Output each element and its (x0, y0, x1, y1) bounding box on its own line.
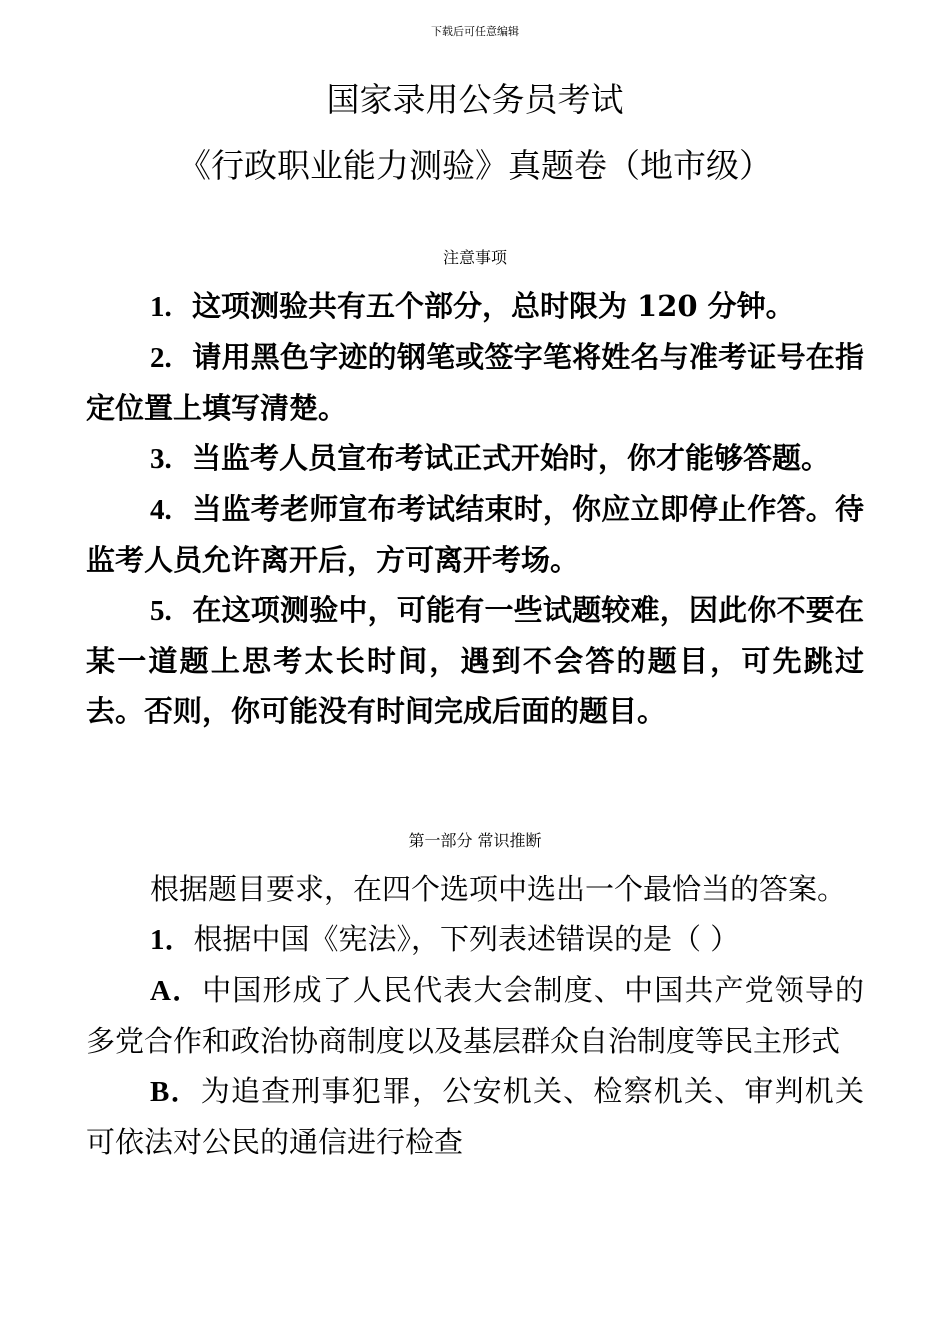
notice-item-2 (86, 332, 864, 433)
question-section (86, 864, 864, 1167)
question-number: 1． (150, 924, 194, 956)
document-subtitle: 《行政职业能力测验》真题卷（地市级） (178, 146, 772, 185)
option-label: B． (150, 1076, 201, 1108)
notice-item-text: 在这项测验中，可能有一些试题较难，因此你不要在某一道题上思考太长时间，遇到不会答的题目，可先跳过去。否则，你可能没有时间完成后面的题目。 (86, 593, 864, 728)
notice-item-text: 当监考人员宣布考试正式开始时，你才能够答题。 (191, 441, 830, 475)
notice-item-text: 请用黑色字迹的钢笔或签字笔将姓名与准考证号在指定位置上填写清楚。 (86, 340, 864, 425)
header-note: 下载后可任意编辑 (431, 25, 519, 38)
notice-item-number: 4. (150, 494, 172, 526)
option-label: A． (150, 975, 203, 1007)
notice-item-4 (86, 484, 864, 585)
notice-item-number: 1. (150, 291, 172, 323)
notice-item-number: 2. (150, 342, 172, 374)
option-text: 为追查刑事犯罪，公安机关、检察机关、审判机关可依法对公民的通信进行检查 (86, 1074, 864, 1159)
notice-item-text: 这项测验共有五个部分，总时限为 120 分钟。 (191, 289, 795, 323)
notice-item-5 (86, 585, 864, 736)
question-1 (86, 914, 864, 965)
document-title: 国家录用公务员考试 (326, 80, 624, 119)
notice-item-3 (86, 433, 864, 484)
notice-item-text: 当监考老师宣布考试结束时，你应立即停止作答。待监考人员允许离开后，方可离开考场。 (86, 492, 864, 577)
notice-heading: 注意事项 (442, 248, 507, 267)
notice-item-number: 3. (150, 443, 172, 475)
option-a (86, 965, 864, 1066)
option-b (86, 1066, 864, 1167)
notice-item-1 (86, 281, 864, 332)
option-text: 中国形成了人民代表大会制度、中国共产党领导的多党合作和政治协商制度以及基层群众自治制度等民主形式 (86, 973, 864, 1058)
section-heading: 第一部分 常识推断 (408, 831, 542, 850)
question-text: 根据中国《宪法》，下列表述错误的是（ ） (193, 922, 740, 956)
notice-list (86, 281, 864, 736)
section-instruction: 根据题目要求，在四个选项中选出一个最恰当的答案。 (150, 872, 847, 906)
notice-item-number: 5. (150, 595, 172, 627)
